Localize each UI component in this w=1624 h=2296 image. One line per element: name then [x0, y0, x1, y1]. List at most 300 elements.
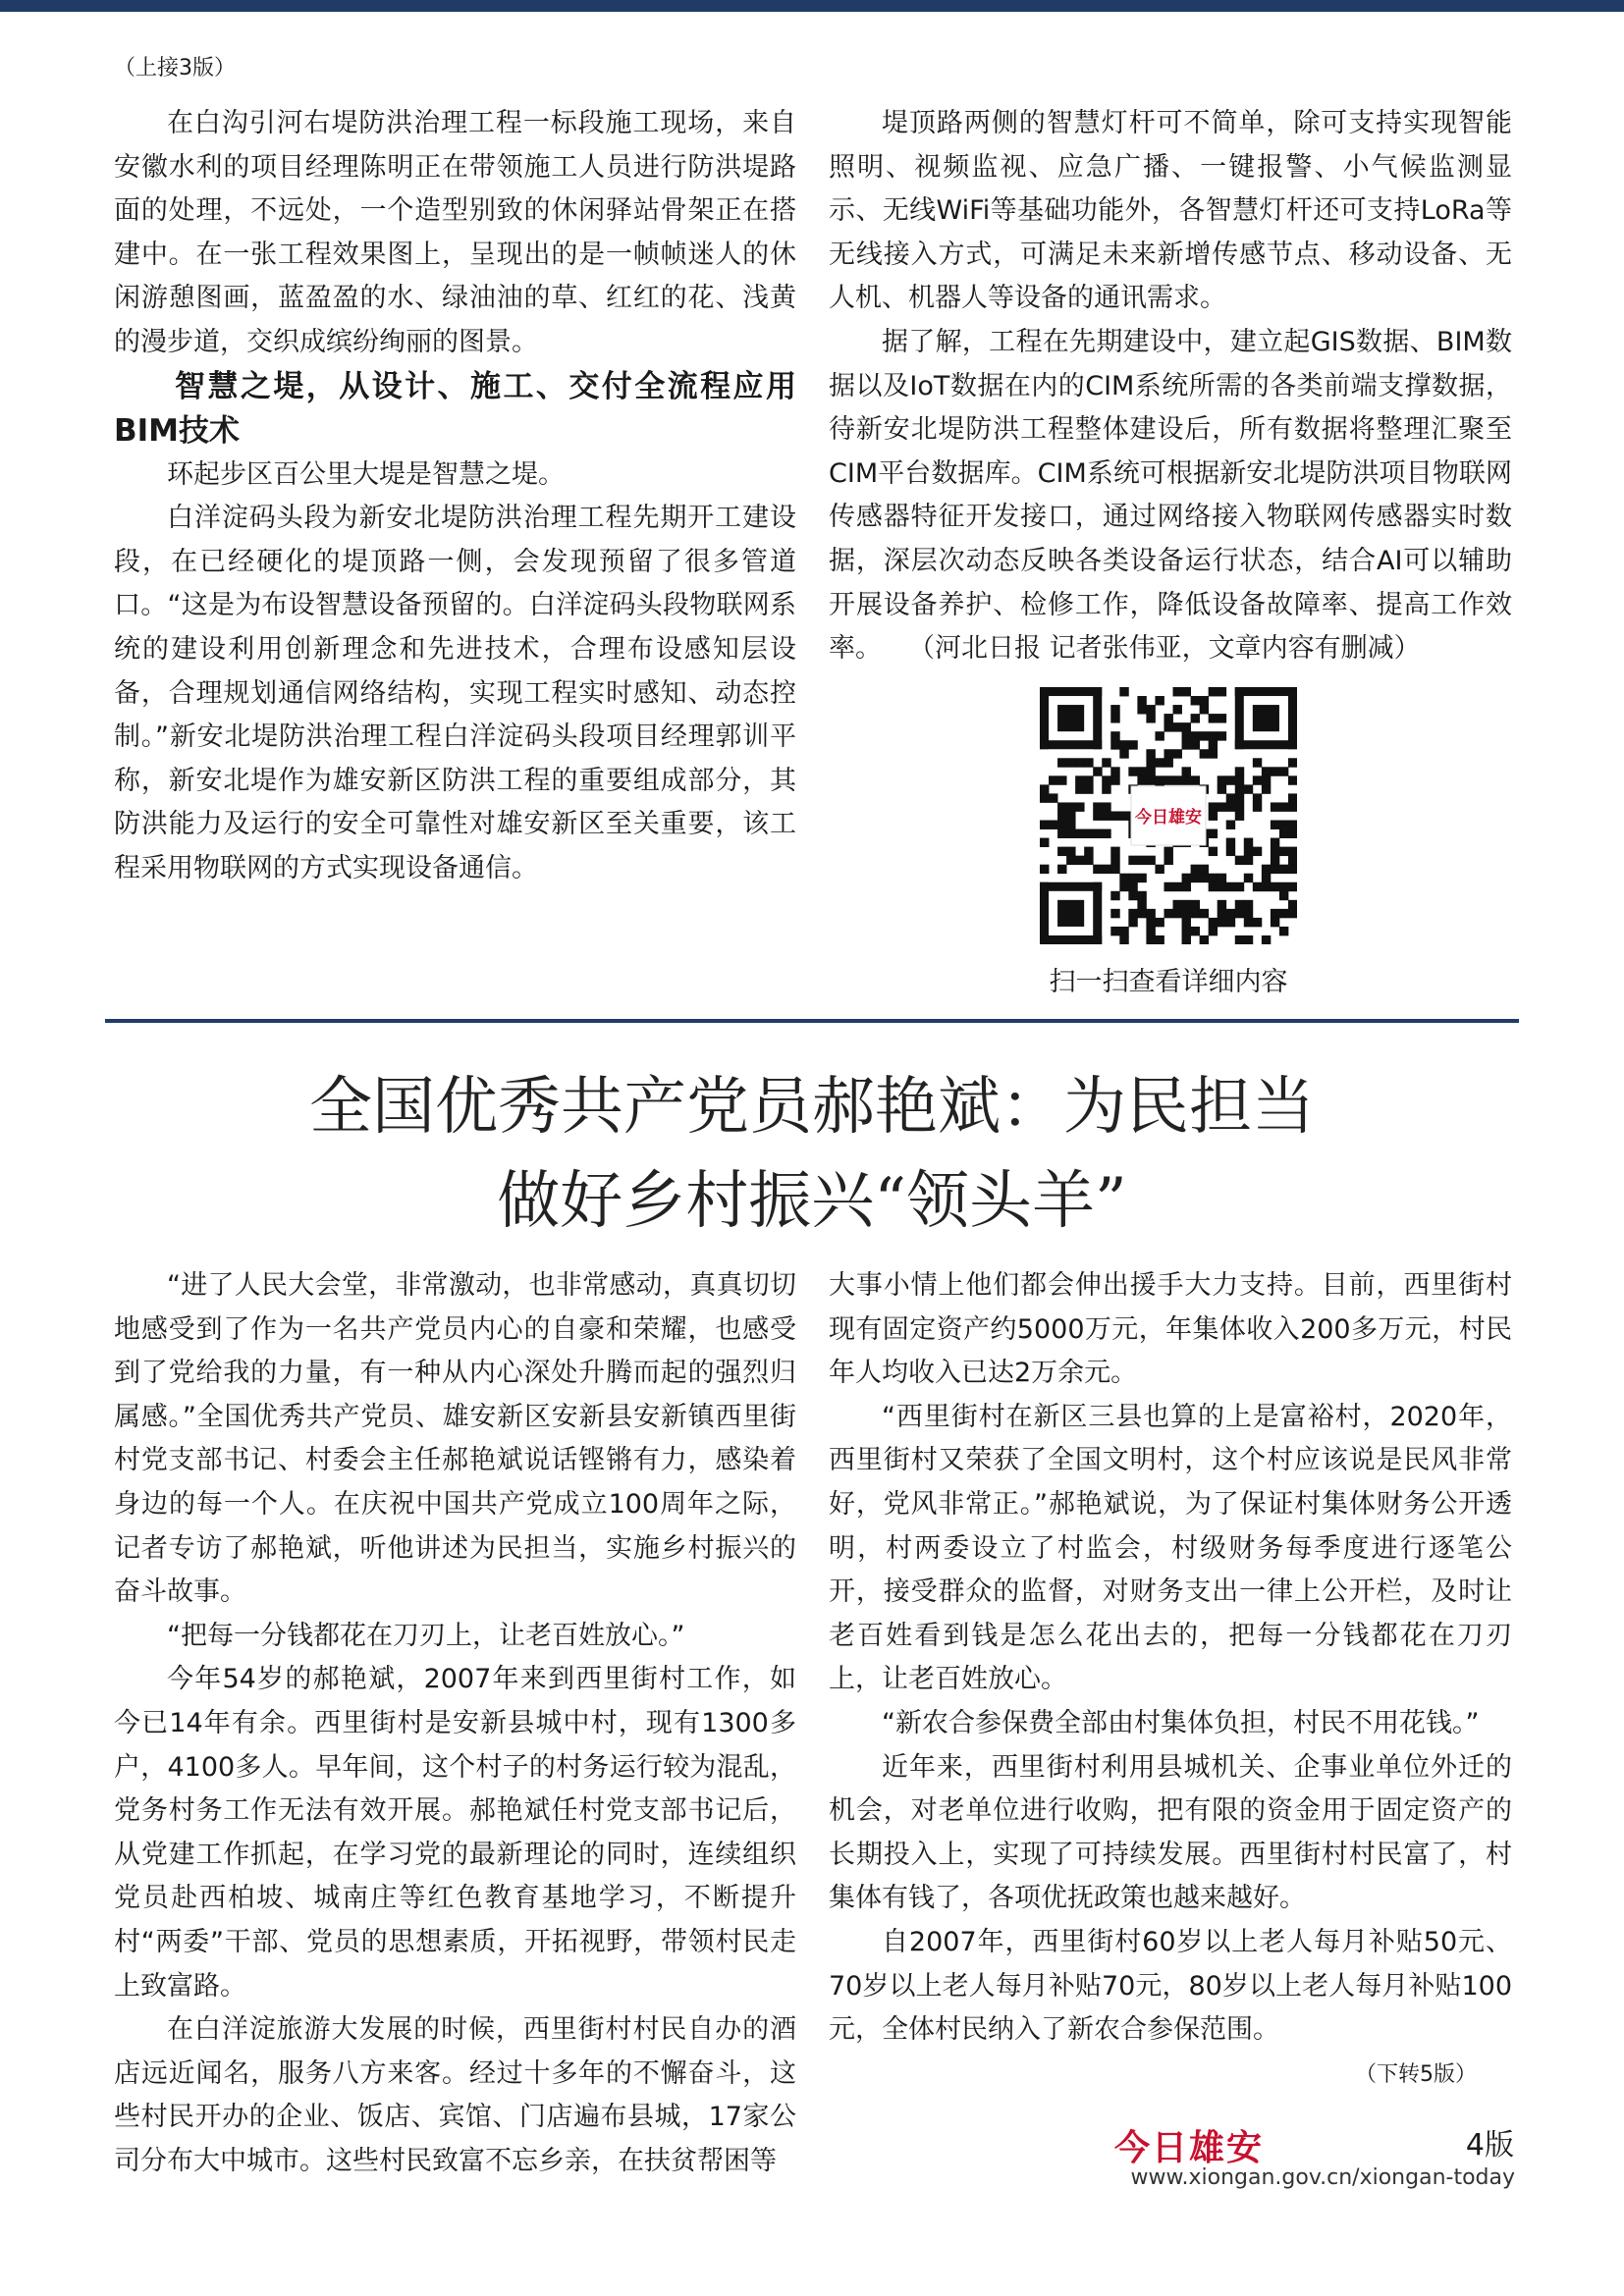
qr-module	[1191, 714, 1200, 722]
qr-module	[1279, 829, 1288, 838]
qr-module	[1119, 749, 1128, 758]
qr-module	[1066, 856, 1075, 865]
qr-code[interactable]	[1040, 687, 1297, 944]
qr-module	[1040, 784, 1049, 793]
qr-module	[1262, 784, 1271, 793]
qr-module	[1182, 927, 1191, 935]
qr-module	[1084, 775, 1093, 784]
qr-module	[1262, 882, 1271, 891]
qr-module	[1182, 740, 1191, 749]
qr-module	[1102, 802, 1110, 811]
site-url-link[interactable]: www.xiongan.gov.cn/xiongan-today	[1130, 2165, 1515, 2190]
qr-module	[1244, 935, 1253, 944]
article2-paragraph: 在白洋淀旅游大发展的时候，西里街村村民自办的酒店远近闻名，服务八方来客。经过十多年的不懈奋斗，这些村民开办的企业、饭店、宾馆、门店遍布县城，17家公司分布大中城市。这些村民致富不忘乡亲，在扶贫帮困等	[114, 2014, 796, 2176]
qr-module	[1218, 731, 1226, 740]
qr-module	[1288, 793, 1297, 802]
qr-module	[1075, 775, 1084, 784]
qr-caption: 扫一扫查看详细内容	[1049, 967, 1288, 997]
qr-module	[1128, 874, 1137, 882]
qr-module	[1262, 874, 1271, 882]
article1-paragraph: 环起步区百公里大堤是智慧之堤。	[167, 458, 565, 490]
qr-module	[1040, 793, 1049, 802]
qr-module	[1288, 802, 1297, 811]
qr-module	[1191, 900, 1200, 909]
qr-module	[1146, 714, 1155, 722]
article1-paragraph-text: 据了解，工程在先期建设中，建立起GIS数据、BIM数据以及IoT数据在内的CIM系统所需的各类前端支撑数据，待新安北堤防洪工程整体建设后，所有数据将整理汇聚至CIM平台数据库。CIM系统可根据新安北堤防洪项目物联网传感器特征开发接口，通过网络接入物联网传感器实时数据，深层次动态反映各类设备运行状态，结合AI可以辅助开展设备养护、检修工作，降低设备故障率、提高工作效率。	[829, 326, 1512, 665]
qr-module	[1102, 775, 1110, 784]
qr-module	[1209, 927, 1218, 935]
qr-module	[1218, 874, 1226, 882]
qr-module	[1075, 829, 1084, 838]
qr-module	[1093, 687, 1102, 749]
qr-module	[1279, 865, 1288, 874]
qr-module	[1057, 775, 1066, 784]
qr-module	[1253, 802, 1262, 811]
qr-module	[1235, 687, 1244, 749]
qr-module	[1173, 882, 1182, 891]
qr-module	[1110, 705, 1119, 714]
article2-paragraph-continued: 大事小情上他们都会伸出援手大力支持。目前，西里街村现有固定资产约5000万元，年集体收入200多万元，村民年人均收入已达2万余元。	[829, 1270, 1512, 1389]
qr-module	[1209, 829, 1218, 838]
qr-module	[1128, 909, 1137, 918]
qr-module	[1146, 935, 1155, 944]
qr-module	[1137, 900, 1146, 909]
qr-module	[1235, 935, 1244, 944]
qr-module	[1226, 793, 1235, 802]
qr-module	[1244, 918, 1253, 927]
qr-module	[1084, 847, 1093, 856]
qr-module	[1173, 900, 1182, 909]
qr-module	[1119, 927, 1128, 935]
qr-module	[1191, 909, 1200, 918]
qr-module	[1288, 758, 1297, 767]
qr-module	[1110, 775, 1119, 784]
headline-line-2: 做好乡村振兴“领头羊”	[497, 1165, 1127, 1238]
qr-module	[1066, 811, 1075, 820]
article2-left-column	[114, 1264, 796, 2183]
qr-module	[1262, 767, 1271, 775]
qr-module	[1271, 856, 1279, 865]
qr-module	[1146, 749, 1155, 758]
qr-module	[1191, 874, 1200, 882]
qr-module	[1244, 847, 1253, 856]
qr-module	[1200, 874, 1209, 882]
qr-module	[1271, 882, 1279, 891]
qr-module	[1137, 705, 1146, 714]
qr-module	[1288, 900, 1297, 909]
qr-module	[1253, 793, 1262, 802]
qr-module	[1066, 847, 1075, 856]
qr-code-graphic	[1040, 687, 1297, 944]
qr-module	[1102, 784, 1110, 793]
qr-module	[1271, 802, 1279, 811]
qr-module	[1271, 838, 1279, 847]
qr-module	[1119, 882, 1128, 891]
headline-line-1: 全国优秀共产党员郝艳斌：为民担当	[309, 1071, 1315, 1144]
qr-module	[1209, 918, 1218, 927]
qr-module	[1084, 784, 1093, 793]
qr-module	[1253, 705, 1279, 731]
qr-module	[1057, 865, 1066, 874]
qr-module	[1235, 775, 1244, 784]
qr-module	[1146, 918, 1155, 927]
qr-module	[1137, 891, 1146, 900]
qr-module	[1218, 784, 1226, 793]
qr-module	[1200, 909, 1209, 918]
qr-module	[1244, 909, 1253, 918]
section-divider	[105, 1019, 1519, 1023]
masthead-logo: 今日雄安	[1114, 2127, 1265, 2168]
article1-left-column	[114, 102, 796, 891]
continued-to-note: （下转5版）	[1355, 2062, 1477, 2087]
qr-module	[1128, 856, 1137, 865]
qr-module	[1209, 882, 1218, 891]
qr-module	[1209, 847, 1218, 856]
page-number: 4版	[1465, 2128, 1514, 2163]
qr-module	[1102, 811, 1110, 820]
qr-module	[1110, 811, 1119, 820]
qr-module	[1271, 767, 1279, 775]
qr-module	[1137, 775, 1146, 784]
qr-module	[1119, 811, 1128, 820]
qr-module	[1102, 865, 1110, 874]
qr-module	[1093, 811, 1102, 820]
qr-module	[1110, 909, 1119, 918]
qr-module	[1200, 865, 1209, 874]
qr-module	[1279, 767, 1288, 775]
qr-module	[1110, 767, 1119, 775]
qr-module	[1155, 865, 1164, 874]
qr-module	[1279, 927, 1288, 935]
qr-module	[1288, 856, 1297, 865]
qr-module	[1235, 811, 1244, 820]
qr-module	[1235, 802, 1244, 811]
qr-module	[1119, 874, 1128, 882]
qr-module	[1209, 714, 1218, 722]
qr-module	[1049, 775, 1057, 784]
qr-module	[1093, 802, 1102, 811]
qr-module	[1128, 740, 1137, 749]
qr-module	[1128, 882, 1137, 891]
qr-module	[1110, 714, 1119, 722]
qr-module	[1182, 918, 1191, 927]
qr-module	[1164, 909, 1172, 918]
qr-module	[1137, 856, 1146, 865]
qr-module	[1226, 838, 1235, 847]
article2-paragraph: “新农合参保费全部由村集体负担，村民不用花钱。”	[882, 1707, 1480, 1738]
qr-module	[1040, 865, 1049, 874]
article2-paragraph: 近年来，西里街村利用县城机关、企事业单位外迁的机会，对老单位进行收购，把有限的资金用于固定资产的长期投入上，实现了可持续发展。西里街村村民富了，村集体有钱了，各项优抚政策也越来越好。	[829, 1751, 1512, 1914]
qr-module	[1173, 775, 1182, 784]
qr-module	[1200, 749, 1209, 758]
qr-module	[1279, 909, 1288, 918]
qr-module	[1226, 775, 1235, 784]
qr-module	[1226, 909, 1235, 918]
qr-module	[1040, 687, 1049, 749]
qr-module	[1262, 865, 1271, 874]
qr-module	[1271, 865, 1279, 874]
qr-module	[1173, 749, 1182, 758]
qr-module	[1155, 918, 1164, 927]
qr-module	[1279, 847, 1288, 856]
article1-paragraph: 白洋淀码头段为新安北堤防洪治理工程先期开工建设段，在已经硬化的堤顶路一侧，会发现预留了很多管道口。“这是为布设智慧设备预留的。白洋淀码头段物联网系统的建设利用创新理念和先进技术，合理布设感知层设备，合理规划通信网络结构，实现工程实时感知、动态控制。”新安北堤防洪治理工程白洋淀码头段项目经理郭训平称，新安北堤作为雄安新区防洪工程的重要组成部分，其防洪能力及运行的安全可靠性对雄安新区至关重要，该工程采用物联网的方式实现设备通信。	[114, 503, 796, 883]
qr-module	[1288, 687, 1297, 749]
qr-module	[1244, 900, 1253, 909]
qr-logo-text: 今日雄安	[1135, 808, 1202, 828]
qr-module	[1226, 918, 1235, 927]
qr-module	[1119, 687, 1128, 696]
qr-module	[1075, 758, 1084, 767]
qr-module	[1209, 740, 1218, 749]
qr-module	[1164, 722, 1172, 731]
qr-module	[1155, 775, 1164, 784]
qr-module	[1084, 856, 1093, 865]
qr-module	[1182, 687, 1191, 696]
qr-module	[1093, 882, 1102, 944]
qr-module	[1209, 687, 1218, 696]
qr-module	[1244, 856, 1253, 865]
qr-module	[1084, 829, 1093, 838]
qr-module	[1235, 767, 1244, 775]
qr-module	[1173, 687, 1182, 696]
qr-module	[1218, 909, 1226, 918]
qr-module	[1271, 918, 1279, 927]
article2-paragraph: “进了人民大会堂，非常激动，也非常感动，真真切切地感受到了作为一名共产党员内心的自豪和荣耀，也感受到了党给我的力量，有一种从内心深处升腾而起的强烈归属感。”全国优秀共产党员、雄安新区安新县安新镇西里街村党支部书记、村委会主任郝艳斌说话铿锵有力，感染着身边的每一个人。在庆祝中国共产党成立100周年之际，记者专访了郝艳斌，听他讲述为民担当，实施乡村振兴的奋斗故事。	[114, 1270, 796, 1608]
qr-module	[1155, 696, 1164, 705]
qr-module	[1155, 758, 1164, 767]
qr-module	[1253, 758, 1262, 767]
qr-module	[1226, 821, 1235, 829]
qr-module	[1235, 856, 1244, 865]
qr-module	[1040, 821, 1049, 829]
qr-module	[1119, 740, 1128, 749]
qr-module	[1182, 900, 1191, 909]
qr-module	[1164, 856, 1172, 865]
qr-module	[1040, 838, 1049, 847]
qr-module	[1271, 847, 1279, 856]
qr-module	[1075, 856, 1084, 865]
qr-module	[1182, 935, 1191, 944]
qr-module	[1119, 935, 1128, 944]
qr-module	[1164, 758, 1172, 767]
qr-module	[1155, 731, 1164, 740]
article2-paragraph: 今年54岁的郝艳斌，2007年来到西里街村工作，如今已14年有余。西里街村是安新县城中村，现有1300多户，4100多人。早年间，这个村子的村务运行较为混乱，党务村务工作无法有效开展。郝艳斌任村党支部书记后，从党建工作抓起，在学习党的最新理论的同时，连续组织党员赴西柏坡、城南庄等红色教育基地学习，不断提升村“两委”干部、党员的思想素质，开拓视野，带领村民走上致富路。	[114, 1664, 796, 2002]
qr-module	[1279, 882, 1288, 891]
qr-module	[1182, 767, 1191, 775]
qr-module	[1128, 918, 1137, 927]
qr-module	[1093, 865, 1102, 874]
qr-module	[1057, 900, 1084, 927]
qr-module	[1066, 758, 1075, 767]
qr-module	[1057, 829, 1066, 838]
article1-paragraph: 堤顶路两侧的智慧灯杆可不简单，除可支持实现智能照明、视频监视、应急广播、一键报警、小气候监测显示、无线WiFi等基础功能外，各智慧灯杆还可支持LoRa等无线接入方式，可满足未来新增传感节点、移动设备、无人机、机器人等设备的通讯需求。	[829, 108, 1512, 314]
qr-module	[1191, 865, 1200, 874]
qr-module	[1110, 856, 1119, 865]
article1-paragraph: 在白沟引河右堤防洪治理工程一标段施工现场，来自安徽水利的项目经理陈明正在带领施工人员进行防洪堤路面的处理，不远处，一个造型别致的休闲驿站骨架正在搭建中。在一张工程效果图上，呈现出的是一帧帧迷人的休闲游憩图画，蓝盈盈的水、绿油油的草、红红的花、浅黄的漫步道，交织成缤纷绚丽的图景。	[114, 108, 796, 357]
qr-module	[1288, 847, 1297, 856]
qr-module	[1182, 731, 1191, 740]
article2-paragraph: “西里街村在新区三县也算的上是富裕村，2020年，西里街村又荣获了全国文明村，这个村应该说是民风非常好，党风非常正。”郝艳斌说，为了保证村集体财务公开透明，村两委设立了村监会，村级财务每季度进行逐笔公开，接受群众的监督，对财务支出一律上公开栏，及时让老百姓看到钱是怎么花出去的，把每一分钱都花在刀刃上，让老百姓放心。	[829, 1401, 1512, 1695]
article2-paragraph: 自2007年，西里街村60岁以上老人每月补贴50元、70岁以上老人每月补贴70元，80岁以上老人每月补贴100元，全体村民纳入了新农合参保范围。	[829, 1926, 1512, 2046]
article2-headline	[105, 1060, 1519, 1249]
qr-module	[1279, 891, 1288, 900]
qr-module	[1084, 758, 1093, 767]
qr-module	[1191, 927, 1200, 935]
qr-module	[1146, 758, 1155, 767]
qr-module	[1235, 900, 1244, 909]
qr-module	[1137, 909, 1146, 918]
qr-module	[1049, 793, 1057, 802]
article1-right-column	[829, 102, 1512, 671]
qr-module	[1110, 865, 1119, 874]
qr-module	[1218, 918, 1226, 927]
qr-module	[1164, 749, 1172, 758]
qr-module	[1164, 775, 1172, 784]
qr-module	[1191, 696, 1200, 705]
qr-module	[1164, 714, 1172, 722]
qr-module	[1218, 802, 1226, 811]
qr-module	[1093, 767, 1102, 775]
qr-module	[1182, 909, 1191, 918]
qr-module	[1040, 882, 1102, 891]
qr-module	[1110, 891, 1119, 900]
qr-module	[1146, 767, 1155, 775]
qr-module	[1164, 882, 1172, 891]
qr-module	[1226, 847, 1235, 856]
top-color-bar	[0, 0, 1624, 12]
qr-module	[1040, 882, 1049, 944]
qr-module	[1262, 775, 1271, 784]
qr-module	[1191, 740, 1200, 749]
qr-module	[1226, 802, 1235, 811]
qr-module	[1218, 775, 1226, 784]
qr-module	[1235, 909, 1244, 918]
qr-module	[1235, 740, 1297, 749]
qr-module	[1066, 829, 1075, 838]
qr-module	[1209, 802, 1218, 811]
qr-module	[1066, 802, 1075, 811]
qr-module	[1093, 829, 1102, 838]
qr-module	[1271, 821, 1279, 829]
qr-module	[1128, 891, 1137, 900]
article2-right-column	[829, 1264, 1512, 2053]
qr-module	[1235, 793, 1244, 802]
qr-module	[1279, 821, 1288, 829]
qr-module	[1057, 705, 1084, 731]
qr-module	[1075, 802, 1084, 811]
article1-paragraph-with-byline	[829, 321, 1512, 671]
qr-module	[1288, 909, 1297, 918]
qr-module	[1102, 829, 1110, 838]
qr-module	[1244, 874, 1253, 882]
qr-module	[1110, 927, 1119, 935]
qr-module	[1218, 882, 1226, 891]
qr-module	[1182, 722, 1191, 731]
qr-module	[1155, 935, 1164, 944]
qr-module	[1218, 714, 1226, 722]
qr-module	[1110, 847, 1119, 856]
qr-module	[1182, 882, 1191, 891]
qr-module	[1244, 784, 1253, 793]
qr-module	[1235, 882, 1244, 891]
qr-module	[1235, 784, 1244, 793]
qr-module	[1057, 821, 1066, 829]
qr-module	[1288, 775, 1297, 784]
qr-module	[1209, 811, 1218, 820]
qr-module	[1244, 838, 1253, 847]
qr-module	[1137, 696, 1146, 705]
qr-module	[1200, 731, 1209, 740]
qr-module	[1040, 687, 1102, 696]
qr-module	[1209, 731, 1218, 740]
qr-module	[1200, 696, 1209, 705]
qr-module	[1279, 802, 1288, 811]
qr-module	[1253, 882, 1262, 891]
qr-module	[1049, 821, 1057, 829]
qr-module	[1262, 935, 1271, 944]
article1-byline: （河北日报 记者张伟亚，文章内容有删减）	[921, 633, 1421, 665]
qr-module	[1137, 767, 1146, 775]
article1-subheading: 智慧之堤，从设计、施工、交付全流程应用BIM技术	[114, 368, 796, 449]
qr-module	[1040, 740, 1102, 749]
qr-module	[1253, 847, 1262, 856]
qr-module	[1288, 882, 1297, 891]
qr-module	[1057, 811, 1066, 820]
qr-module	[1173, 722, 1182, 731]
qr-module	[1057, 758, 1066, 767]
qr-module	[1226, 882, 1235, 891]
qr-module	[1110, 731, 1119, 740]
qr-module	[1146, 927, 1155, 935]
qr-module	[1173, 705, 1182, 714]
qr-module	[1146, 705, 1155, 714]
qr-module	[1253, 918, 1262, 927]
qr-module	[1200, 935, 1209, 944]
qr-module	[1164, 847, 1172, 856]
qr-module	[1218, 687, 1226, 696]
qr-module	[1209, 749, 1218, 758]
qr-module	[1218, 900, 1226, 909]
qr-module	[1191, 775, 1200, 784]
qr-module	[1235, 687, 1297, 696]
article2-paragraph: “把每一分钱都花在刀刃上，让老百姓放心。”	[167, 1620, 685, 1651]
qr-module	[1182, 775, 1191, 784]
qr-module	[1173, 909, 1182, 918]
qr-module	[1288, 821, 1297, 829]
qr-module	[1075, 784, 1084, 793]
qr-module	[1288, 865, 1297, 874]
qr-module	[1102, 758, 1110, 767]
qr-module	[1110, 740, 1119, 749]
qr-module	[1288, 829, 1297, 838]
qr-module	[1128, 767, 1137, 775]
qr-module	[1200, 705, 1209, 714]
qr-module	[1146, 909, 1155, 918]
qr-module	[1137, 874, 1146, 882]
continued-from-note: （上接3版）	[114, 56, 236, 80]
qr-module	[1253, 775, 1262, 784]
qr-module	[1146, 775, 1155, 784]
qr-module	[1271, 909, 1279, 918]
qr-module	[1040, 935, 1102, 944]
qr-module	[1191, 731, 1200, 740]
qr-module	[1057, 802, 1066, 811]
qr-module	[1182, 874, 1191, 882]
qr-module	[1066, 821, 1075, 829]
qr-module	[1146, 856, 1155, 865]
qr-module	[1209, 874, 1218, 882]
qr-module	[1057, 847, 1066, 856]
